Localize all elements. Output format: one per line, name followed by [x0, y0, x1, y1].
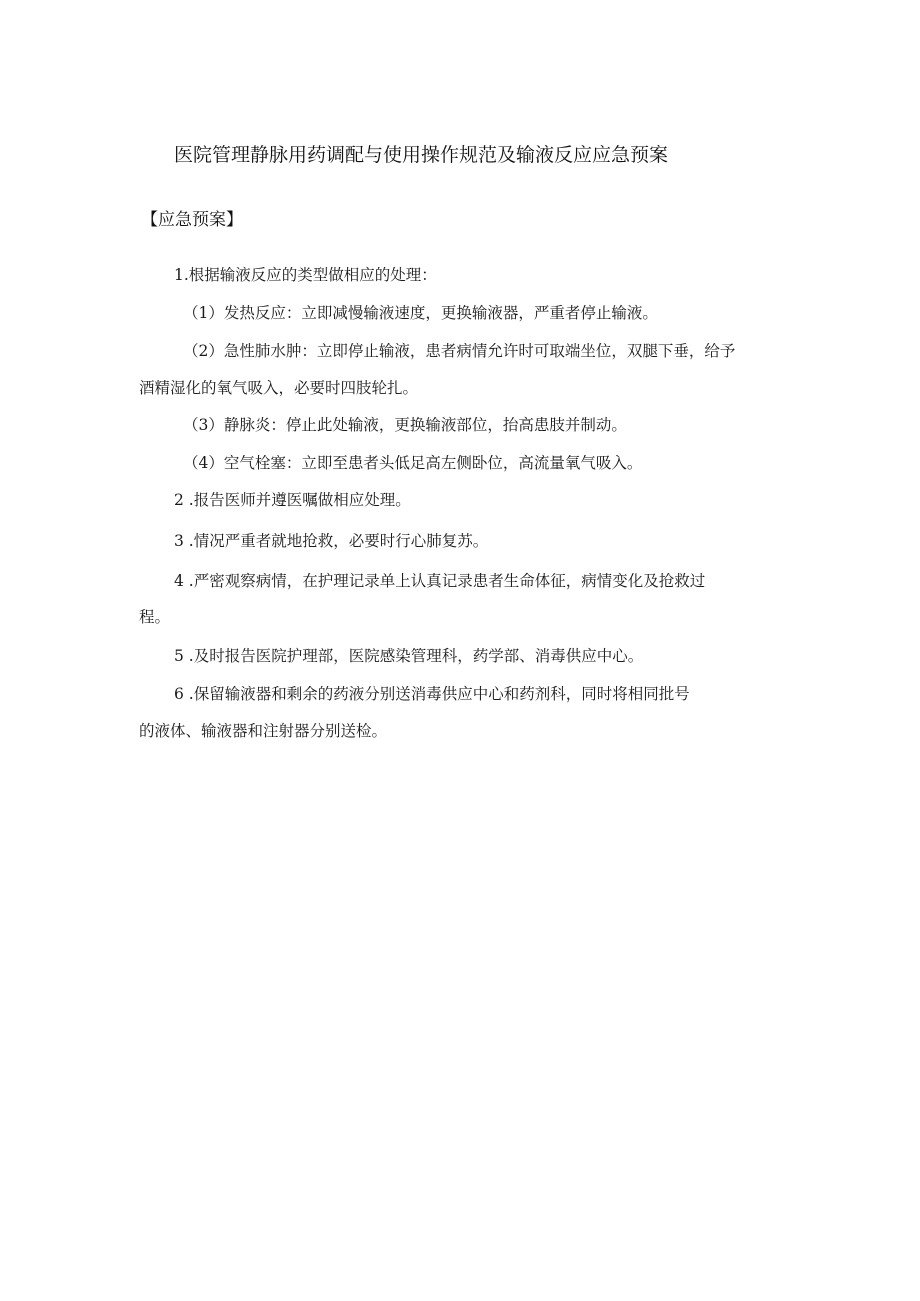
- item-1-4: （4）空气栓塞：立即至患者头低足高左侧卧位，高流量氧气吸入。: [183, 454, 643, 472]
- item-3: 3 .情况严重者就地抢救，必要时行心肺复苏。: [174, 532, 489, 550]
- item-5: 5 .及时报告医院护理部，医院感染管理科，药学部、消毒供应中心。: [174, 647, 644, 665]
- item-2: 2 .报告医师并遵医嘱做相应处理。: [174, 491, 411, 509]
- item-1-2-line-2: 酒精湿化的氧气吸入，必要时四肢轮扎。: [139, 379, 419, 397]
- section-heading-emergency-plan: 【应急预案】: [141, 210, 243, 230]
- item-4-line-1: 4 .严密观察病情，在护理记录单上认真记录患者生命体征，病情变化及抢救过: [174, 572, 706, 590]
- item-6-line-2: 的液体、输液器和注射器分别送检。: [139, 722, 388, 740]
- document-title: 医院管理静脉用药调配与使用操作规范及输液反应应急预案: [174, 144, 669, 166]
- item-1-2-line-1: （2）急性肺水肿：立即停止输液，患者病情允许时可取端坐位，双腿下垂，给予: [183, 342, 736, 360]
- item-1: 1.根据输液反应的类型做相应的处理：: [174, 266, 437, 284]
- item-4-line-2: 程。: [139, 608, 171, 626]
- item-1-1: （1）发热反应：立即减慢输液速度，更换输液器，严重者停止输液。: [183, 304, 658, 322]
- item-6-line-1: 6 .保留输液器和剩余的药液分别送消毒供应中心和药剂科，同时将相同批号: [174, 685, 690, 703]
- item-1-3: （3）静脉炎：停止此处输液，更换输液部位，抬高患肢并制动。: [183, 416, 627, 434]
